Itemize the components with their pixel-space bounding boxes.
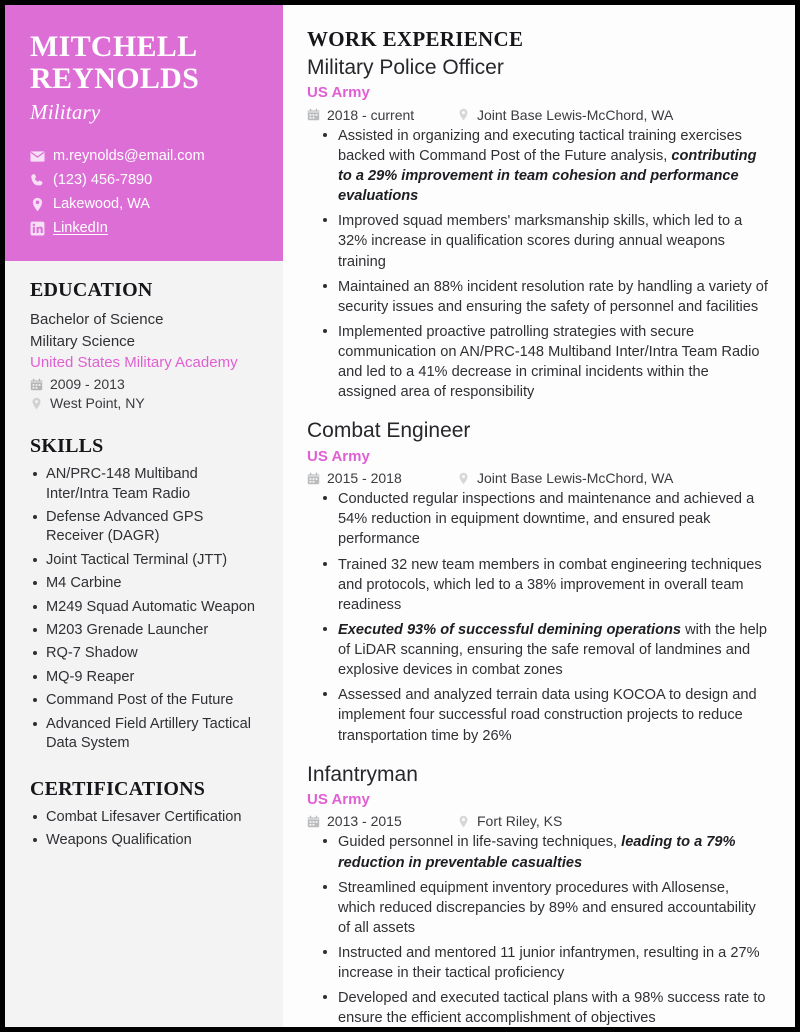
envelope-icon [30, 149, 45, 164]
list-item: Trained 32 new team members in combat engineering techniques and protocols, which led to a 38% improvement in overall team readiness [319, 555, 769, 615]
education-dates: 2009 - 2013 [50, 376, 125, 393]
skills-section [30, 435, 258, 753]
contact-location [30, 194, 258, 215]
list-item: Executed 93% of successful demining operations with the help of LiDAR scanning, ensuring the safe removal of landmines and explosive devices in combat zones [319, 620, 769, 680]
list-item: Implemented proactive patrolling strategies with secure communication on AN/PRC-148 Multiband Inter/Intra Team Radio and led to a 41% decrease in criminal incidents within the assigned area of responsibility [319, 322, 769, 403]
education-school: United States Military Academy [30, 353, 238, 371]
list-item: AN/PRC-148 Multiband Inter/Intra Team Radio [30, 465, 258, 504]
bullet-highlight: Executed 93% of successful demining operations [338, 621, 682, 638]
location-pin-icon [457, 815, 470, 828]
education-location: West Point, NY [50, 395, 145, 412]
certifications-list [30, 808, 258, 851]
job-entry [307, 55, 769, 402]
contact-email-text: m.reynolds@email.com [53, 148, 205, 165]
list-item: Streamlined equipment inventory procedures with Allosense, which reduced discrepancies by 89% and ensured accountability of all assets [319, 878, 769, 938]
location-pin-icon [457, 108, 470, 121]
contact-linkedin[interactable] [30, 218, 258, 239]
list-item: Weapons Qualification [30, 831, 258, 850]
job-meta [307, 470, 769, 486]
contact-phone [30, 170, 258, 191]
work-experience-list [307, 55, 769, 1027]
certifications-section [30, 778, 258, 851]
list-item: Developed and executed tactical plans with a 98% success rate to ensure the efficient accomplishment of objectives [319, 988, 769, 1027]
list-item: Defense Advanced GPS Receiver (DAGR) [30, 508, 258, 547]
list-item: Guided personnel in life-saving techniques, leading to a 79% reduction in preventable casualties [319, 832, 769, 872]
contact-location-text: Lakewood, WA [53, 196, 150, 213]
list-item: Improved squad members' marksmanship skills, which led to a 32% increase in qualification scores during annual weapons training [319, 211, 769, 271]
job-bullets [307, 832, 769, 1027]
job-title: Infantryman [307, 762, 418, 786]
list-item: Command Post of the Future [30, 691, 258, 710]
certifications-title: CERTIFICATIONS [30, 777, 206, 800]
list-item: Maintained an 88% incident resolution rate by handling a variety of security issues and ensuring the safety of personnel and facilities [319, 277, 769, 317]
job-title: Combat Engineer [307, 419, 471, 443]
education-dates-row [30, 376, 258, 392]
location-pin-icon [457, 472, 470, 485]
list-item: M203 Grenade Launcher [30, 621, 258, 640]
calendar-icon [307, 108, 320, 121]
job-location: Joint Base Lewis-McChord, WA [477, 106, 674, 123]
job-meta [307, 813, 769, 829]
job-dates-row [307, 107, 457, 123]
bullet-highlight: leading to a 79% reduction in preventable casualties [338, 834, 736, 871]
list-item: Combat Lifesaver Certification [30, 808, 258, 827]
candidate-name-line1: MITCHELL [30, 30, 198, 63]
contact-list [30, 146, 258, 239]
list-item: Conducted regular inspections and maintenance and achieved a 54% reduction in equipment downtime, and ensured peak performance [319, 489, 769, 549]
list-item: Assisted in organizing and executing tactical training exercises backed with Command Post of the Future analysis, contributing to a 29% improvement in team cohesion and performance evaluations [319, 126, 769, 207]
job-entry [307, 418, 769, 745]
list-item: Joint Tactical Terminal (JTT) [30, 551, 258, 570]
job-location: Fort Riley, KS [477, 813, 563, 830]
skills-title: SKILLS [30, 435, 104, 458]
linkedin-icon [30, 221, 45, 236]
contact-phone-text: (123) 456-7890 [53, 172, 153, 189]
job-location-row [457, 107, 673, 123]
main-content [283, 5, 795, 1027]
list-item: RQ-7 Shadow [30, 644, 258, 663]
skills-list [30, 465, 258, 753]
list-item: Instructed and mentored 11 junior infantrymen, resulting in a 27% increase in their tactical proficiency [319, 943, 769, 983]
job-location-row [457, 470, 673, 486]
education-section [30, 279, 258, 411]
job-bullets [307, 126, 769, 403]
job-location: Joint Base Lewis-McChord, WA [477, 470, 674, 487]
job-dates: 2015 - 2018 [327, 470, 402, 487]
list-item: M249 Squad Automatic Weapon [30, 598, 258, 617]
sidebar-header [5, 5, 283, 261]
education-location-row [30, 395, 258, 411]
job-dates-row [307, 813, 457, 829]
job-entry [307, 762, 769, 1027]
resume-page [5, 5, 795, 1027]
calendar-icon [307, 472, 320, 485]
list-item: MQ-9 Reaper [30, 668, 258, 687]
contact-linkedin-text[interactable]: LinkedIn [53, 220, 108, 237]
bullet-highlight: contributing to a 29% improvement in team cohesion and performance evaluations [338, 147, 757, 205]
job-dates: 2018 - current [327, 106, 415, 123]
job-dates: 2013 - 2015 [327, 813, 402, 830]
work-experience-title: WORK EXPERIENCE [307, 27, 524, 51]
candidate-name [30, 31, 258, 95]
job-company: US Army [307, 790, 370, 808]
job-meta [307, 107, 769, 123]
phone-icon [30, 173, 45, 188]
list-item: Assessed and analyzed terrain data using KOCOA to design and implement four successful road construction projects to reduce transportation time by 26% [319, 685, 769, 745]
calendar-icon [30, 378, 43, 391]
candidate-name-line2: REYNOLDS [30, 62, 200, 96]
education-major: Military Science [30, 332, 136, 350]
education-degree: Bachelor of Science [30, 311, 164, 329]
location-pin-icon [30, 197, 45, 212]
calendar-icon [307, 815, 320, 828]
list-item: M4 Carbine [30, 574, 258, 593]
education-title: EDUCATION [30, 279, 153, 302]
job-location-row [457, 813, 562, 829]
job-bullets [307, 489, 769, 746]
job-dates-row [307, 470, 457, 486]
sidebar-body [5, 261, 283, 854]
location-pin-icon [30, 397, 43, 410]
job-company: US Army [307, 84, 370, 102]
job-company: US Army [307, 447, 370, 465]
candidate-role: Military [30, 100, 101, 125]
list-item: Advanced Field Artillery Tactical Data System [30, 715, 258, 754]
sidebar [5, 5, 283, 1027]
contact-email [30, 146, 258, 167]
job-title: Military Police Officer [307, 56, 504, 79]
